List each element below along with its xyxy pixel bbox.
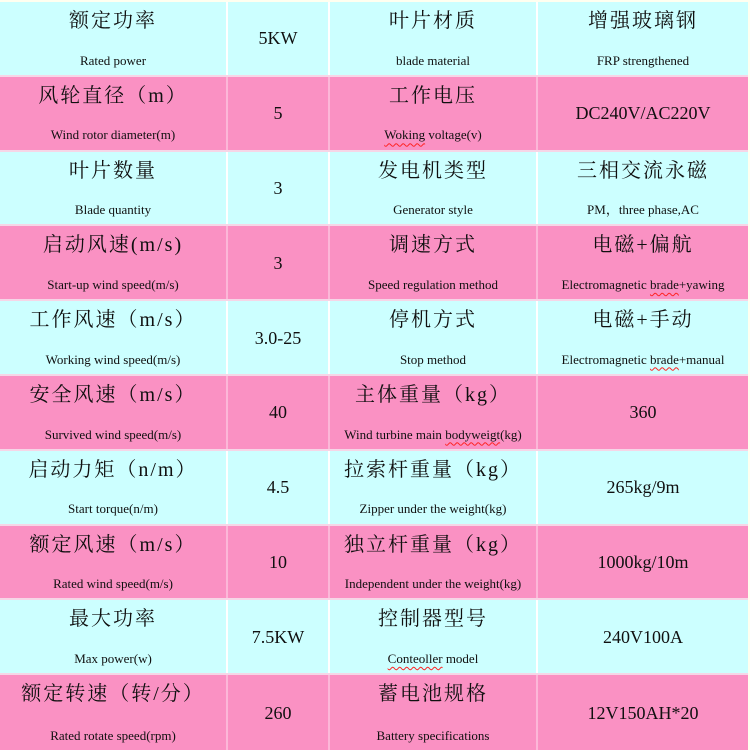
spec-value: 12V150AH*20 [587,702,699,723]
label-chinese: 电磁+偏航 [592,234,694,257]
label-chinese: 叶片材质 [389,10,477,32]
label-english: Start torque(n/m) [68,501,158,517]
misspelled-word: brade [649,276,679,292]
spec-value-cell [538,376,748,449]
label-english-text: voltage(v) [425,127,482,143]
spec-value: 3.0-25 [254,327,302,348]
label-english-text: Wind turbine main [344,426,446,442]
spec-value-cell [228,226,330,299]
label-chinese: 额定风速（m/s） [29,533,197,556]
spec-value: 10 [269,551,287,572]
spec-value: 240V100A [603,626,683,647]
table-row-start-torque [0,451,748,526]
spec-name-cell [0,152,228,225]
spec-value: 5 [273,103,283,124]
label-chinese: 风轮直径（m） [38,84,188,107]
misspelled-word: Woking [384,127,426,143]
spec-name-cell [0,77,228,150]
spec-value: 4.5 [266,477,290,498]
spec-name-cell [0,675,228,750]
label-english: PM，three phase,AC [587,202,699,218]
spec-value: 40 [269,402,287,423]
spec-value: 3 [273,252,283,273]
label-chinese: 蓄电池规格 [378,683,488,706]
label-chinese: 电磁+手动 [592,309,694,332]
table-row-blade-quantity [0,152,748,227]
label-chinese: 安全风速（m/s） [29,384,197,406]
table-row-working-wind-speed [0,301,748,376]
spec-value: 265kg/9m [606,477,680,498]
spec-value: 360 [629,402,657,423]
misspelled-word: brade [649,351,679,367]
label-english: Survived wind speed(m/s) [44,426,182,442]
spec-value: 1000kg/10m [597,551,689,572]
label-chinese: 额定功率 [69,10,157,32]
label-chinese: 调速方式 [389,234,477,257]
label-english: Wind rotor diameter(m) [50,127,176,143]
spec-name-cell [0,2,228,75]
label-chinese: 叶片数量 [69,159,157,182]
label-english: Blade quantity [74,202,152,218]
label-english: Zipper under the weight(kg) [359,501,507,517]
spec-value-cell [538,226,748,299]
spec-value-cell [228,526,330,599]
label-english [562,278,725,292]
spec-value-cell [538,451,748,524]
label-english [562,353,725,367]
spec-value-cell [538,600,748,673]
spec-value-cell [228,301,330,374]
spec-value-cell [538,2,748,75]
table-row-wind-rotor-diameter [0,77,748,152]
table-row-startup-wind-speed [0,226,748,301]
misspelled-word: bodyweigt [445,426,501,442]
spec-name-cell [0,301,228,374]
label-english: Stop method [399,351,467,367]
spec-value: 3 [273,177,283,198]
spec-value: DC240V/AC220V [575,103,711,124]
spec-value-cell [228,152,330,225]
label-chinese: 工作风速（m/s） [29,309,197,332]
label-english [388,652,479,666]
label-english: Rated rotate speed(rpm) [50,727,176,743]
spec-value-cell [538,301,748,374]
spec-value-cell [228,451,330,524]
label-english: Max power(w) [74,650,152,666]
spec-name-cell [330,301,538,374]
table-row-survived-wind-speed [0,376,748,451]
label-english-text: model [442,650,479,666]
spec-value-cell [538,152,748,225]
label-english-text: (kg) [500,426,522,442]
spec-name-cell [330,526,538,599]
table-row-rated-power [0,2,748,77]
label-english [384,128,482,142]
spec-value-cell [228,600,330,673]
spec-name-cell [330,675,538,750]
spec-value-cell [228,2,330,75]
label-english: Independent under the weight(kg) [344,576,522,592]
label-english: Working wind speed(m/s) [45,351,181,367]
label-english [344,428,522,442]
label-chinese: 拉索杆重量（kg） [344,458,522,481]
spec-name-cell [0,600,228,673]
table-row-rated-wind-speed [0,526,748,601]
table-row-max-power [0,600,748,675]
label-chinese: 启动力矩（n/m） [28,458,198,481]
spec-value-cell [538,77,748,150]
spec-value-cell [538,526,748,599]
spec-value: 5KW [258,28,298,49]
spec-value-cell [538,675,748,750]
spec-value: 260 [264,702,292,723]
label-chinese: 控制器型号 [378,608,488,631]
label-chinese: 主体重量（kg） [355,384,511,406]
label-english-text: +manual [678,351,725,367]
spec-name-cell [330,451,538,524]
label-english: Start-up wind speed(m/s) [47,276,179,292]
label-english: FRP strengthened [596,52,690,68]
label-english: blade material [396,52,470,68]
spec-name-cell [0,526,228,599]
spec-name-cell [0,451,228,524]
label-english: Generator style [393,202,473,218]
label-english: Rated wind speed(m/s) [53,576,173,592]
spec-name-cell [0,376,228,449]
label-english-text: +yawing [678,276,725,292]
spec-name-cell [330,376,538,449]
label-english-text: Electromagnetic [561,351,650,367]
label-english: Rated power [79,52,147,68]
table-row-rated-rotate-speed [0,675,748,750]
label-chinese: 发电机类型 [378,159,488,182]
label-english-text: Electromagnetic [561,276,650,292]
spec-name-cell [330,2,538,75]
label-chinese: 增强玻璃钢 [588,10,698,32]
spec-name-cell [330,77,538,150]
spec-value-cell [228,77,330,150]
label-english: Battery specifications [376,727,490,743]
spec-name-cell [0,226,228,299]
misspelled-word: Conteoller [387,650,443,666]
spec-name-cell [330,152,538,225]
label-chinese: 三相交流永磁 [577,159,709,182]
label-chinese: 停机方式 [389,309,477,332]
spec-value: 7.5KW [251,626,305,647]
label-chinese: 最大功率 [69,608,157,631]
spec-name-cell [330,600,538,673]
spec-name-cell [330,226,538,299]
spec-value-cell [228,376,330,449]
label-english: Speed regulation method [368,276,498,292]
label-chinese: 启动风速(m/s) [42,234,184,257]
label-chinese: 工作电压 [389,84,477,107]
label-chinese: 独立杆重量（kg） [344,533,522,556]
spec-value-cell [228,675,330,750]
label-chinese: 额定转速（转/分） [21,683,205,706]
